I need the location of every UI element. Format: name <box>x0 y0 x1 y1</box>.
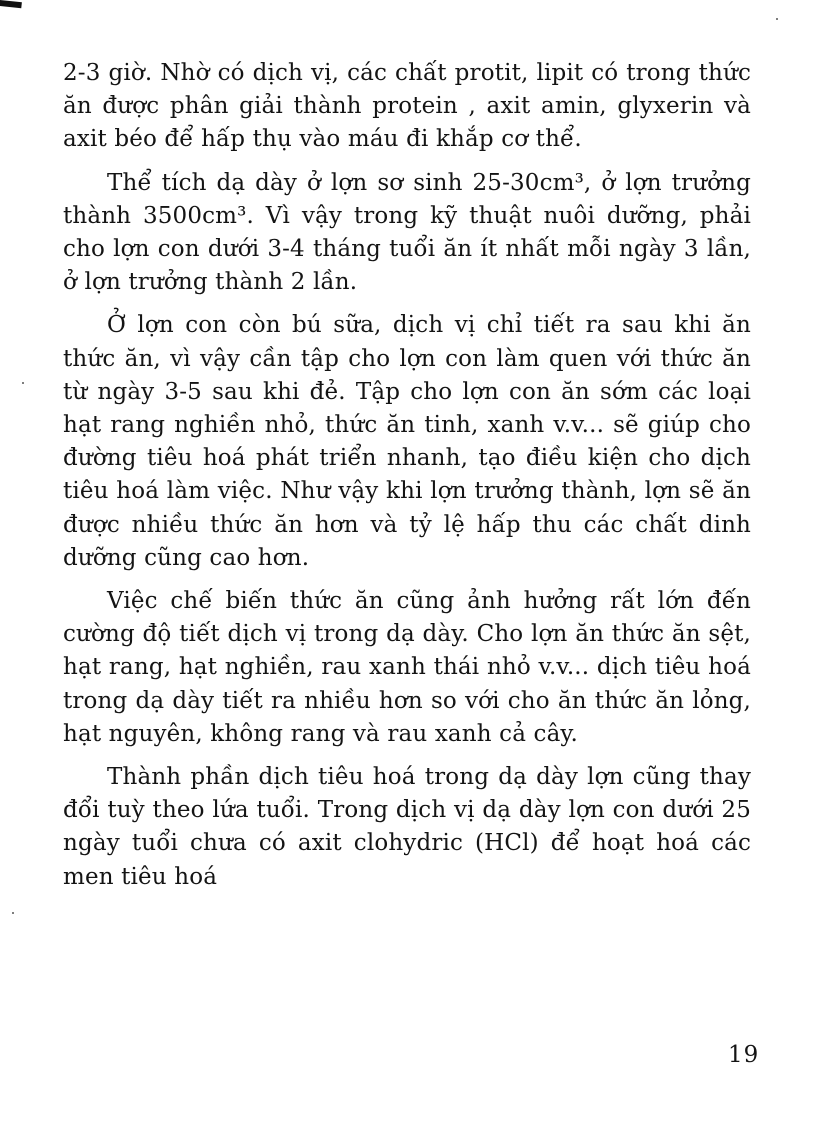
scan-speck <box>12 912 14 914</box>
paragraph-5: Thành phần dịch tiêu hoá trong dạ dày lợn cũng thay đổi tuỳ theo lứa tuổi. Trong dịch vị dạ dày lợn con dưới 25 ngày tuổi chưa có axit clohydric (HCl) để hoạt hoá các men tiêu hoá <box>63 764 751 890</box>
scan-speck <box>776 18 778 20</box>
scan-speck <box>22 382 24 384</box>
page-number: 19 <box>728 1042 760 1068</box>
paragraph-3: Ở lợn con còn bú sữa, dịch vị chỉ tiết ra sau khi ăn thức ăn, vì vậy cần tập cho lợn con làm quen với thức ăn từ ngày 3-5 sau khi đẻ. Tập cho lợn con ăn sớm các loại hạt rang nghiền nhỏ, thức ăn tinh, xanh v.v... sẽ giúp cho đường tiêu hoá phát triển nhanh, tạo điều kiện cho dịch tiêu hoá làm việc. Như vậy khi lợn trưởng thành, lợn sẽ ăn được nhiều thức ăn hơn và tỷ lệ hấp thu các chất dinh dưỡng cũng cao hơn. <box>63 312 751 571</box>
paragraph-4: Việc chế biến thức ăn cũng ảnh hưởng rất lớn đến cường độ tiết dịch vị trong dạ dày. Cho lợn ăn thức ăn sệt, hạt rang, hạt nghiền, rau xanh thái nhỏ v.v... dịch tiêu hoá trong dạ dày tiết ra nhiều hơn so với cho ăn thức ăn lỏng, hạt nguyên, không rang và rau xanh cả cây. <box>63 588 751 747</box>
body-text <box>63 57 751 894</box>
paragraph-2: Thể tích dạ dày ở lợn sơ sinh 25-30cm³, ở lợn trưởng thành 3500cm³. Vì vậy trong kỹ thuật nuôi dưỡng, phải cho lợn con dưới 3-4 tháng tuổi ăn ít nhất mỗi ngày 3 lần, ở lợn trưởng thành 2 lần. <box>63 169 751 296</box>
paragraph-1: 2-3 giờ. Nhờ có dịch vị, các chất protit, lipit có trong thức ăn được phân giải thành protein , axit amin, glyxerin và axit béo để hấp thụ vào máu đi khắp cơ thể. <box>63 60 751 153</box>
scan-corner-mark <box>0 0 22 8</box>
